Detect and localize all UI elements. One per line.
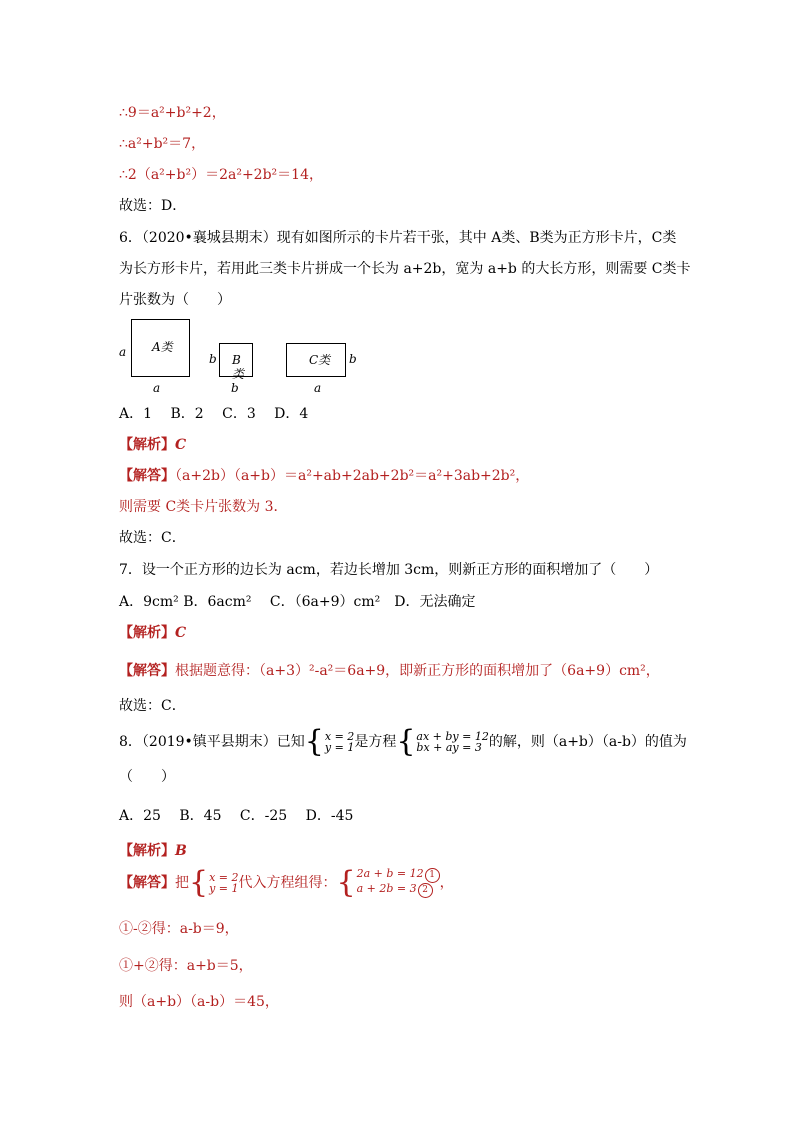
analysis-answer: C [175,625,187,641]
question-8-analysis [119,841,187,861]
card-b-label: B类 [232,353,245,381]
question-8-middle: 是方程 [354,734,397,750]
analysis-tag: 【解析】 [119,843,175,859]
circled-one-icon: 1 [425,868,440,883]
solution-ba: 把 [175,875,189,891]
question-6-analysis [119,435,186,455]
question-8-step-2: ①+②得：a+b＝5， [119,958,253,974]
question-7-solution [119,661,660,681]
circled-two-icon: 2 [418,883,433,898]
question-7: 7．设一个正方形的边长为 acm，若边长增加 3cm，则新正方形的面积增加了（ ） [119,562,659,578]
question-7-options: A．9cm² B．6acm² C．（6a+9）cm² D．无法确定 [119,594,476,610]
solution-answer-5: 故选：D． [119,198,187,214]
card-a [131,319,190,377]
card-c-side-label: b [349,352,357,366]
solution-comma: ， [439,875,454,891]
question-8-step-3: 则（a+b）（a-b）＝45， [119,994,279,1010]
card-a-label: A类 [152,340,173,354]
card-c-label: C类 [309,353,331,367]
question-8-solution [119,865,454,900]
solution-line-3: ∴2（a²+b²）＝2a²+2b²＝14， [119,167,323,183]
question-8-options: A．25 B．45 C．-25 D．-45 [119,808,354,824]
question-8-line-1 [119,724,687,759]
card-a-bottom-label: a [153,381,161,395]
analysis-answer: C [175,437,187,453]
solution-tag: 【解答】 [119,468,175,484]
question-6-choose: 故选：C． [119,530,186,546]
card-b-bottom-label: b [231,381,239,395]
equation-system-solution: x = 2 y = 1 [324,730,355,754]
question-6-line-2: 为长方形卡片，若用此三类卡片拼成一个长为 a+2b，宽为 a+b 的大长方形，则需要 C类卡 [119,261,691,277]
brace-icon: { [304,724,324,759]
question-6-need: 则需要 C类卡片张数为 3． [119,499,288,515]
brace-icon: { [189,865,209,900]
question-6-options: A．1 B．2 C．3 D．4 [119,406,309,422]
card-b-side-label: b [209,352,217,366]
question-8-prefix: 8．（2019•镇平县期末）已知 [119,734,305,750]
brace-icon: { [396,724,416,759]
solution-tag: 【解答】 [119,875,175,891]
derived-system: 2a + b = 12 1 a + 2b = 3 2 [357,868,440,898]
question-7-choose: 故选：C． [119,698,186,714]
solution-text: 根据题意得：（a+3）²-a²＝6a+9，即新正方形的面积增加了（6a+9）cm²， [175,663,660,679]
card-a-side-label: a [119,345,127,359]
solution-line-2: ∴a²+b²＝7， [119,136,206,152]
question-6-solution [119,466,529,486]
analysis-answer: B [175,843,187,859]
question-8-paren: （ ） [119,769,175,785]
equation-system: ax + by = 12 bx + ay = 3 [416,730,489,754]
solution-text: （a+2b）（a+b）＝a²+ab+2ab+2b²＝a²+3ab+2b²， [175,468,530,484]
question-8-step-1: ①-②得：a-b＝9， [119,921,239,937]
analysis-tag: 【解析】 [119,437,175,453]
solution-tag: 【解答】 [119,663,175,679]
substitution-system: x = 2 y = 1 [209,871,239,895]
brace-icon: { [336,865,356,900]
question-7-analysis [119,623,186,643]
solution-dairu: 代入方程组得： [238,875,337,891]
solution-line-1: ∴9＝a²+b²+2， [119,105,226,121]
question-6-line-3: 片张数为（ ） [119,292,231,308]
question-6-line-1: 6．（2020•襄城县期末）现有如图所示的卡片若干张，其中 A类、B类为正方形卡片，C类 [119,230,677,246]
question-8-suffix: 的解，则（a+b）（a-b）的值为 [488,734,687,750]
card-b [219,343,253,381]
card-c-bottom-label: a [314,381,322,395]
analysis-tag: 【解析】 [119,625,175,641]
card-c [286,343,346,377]
